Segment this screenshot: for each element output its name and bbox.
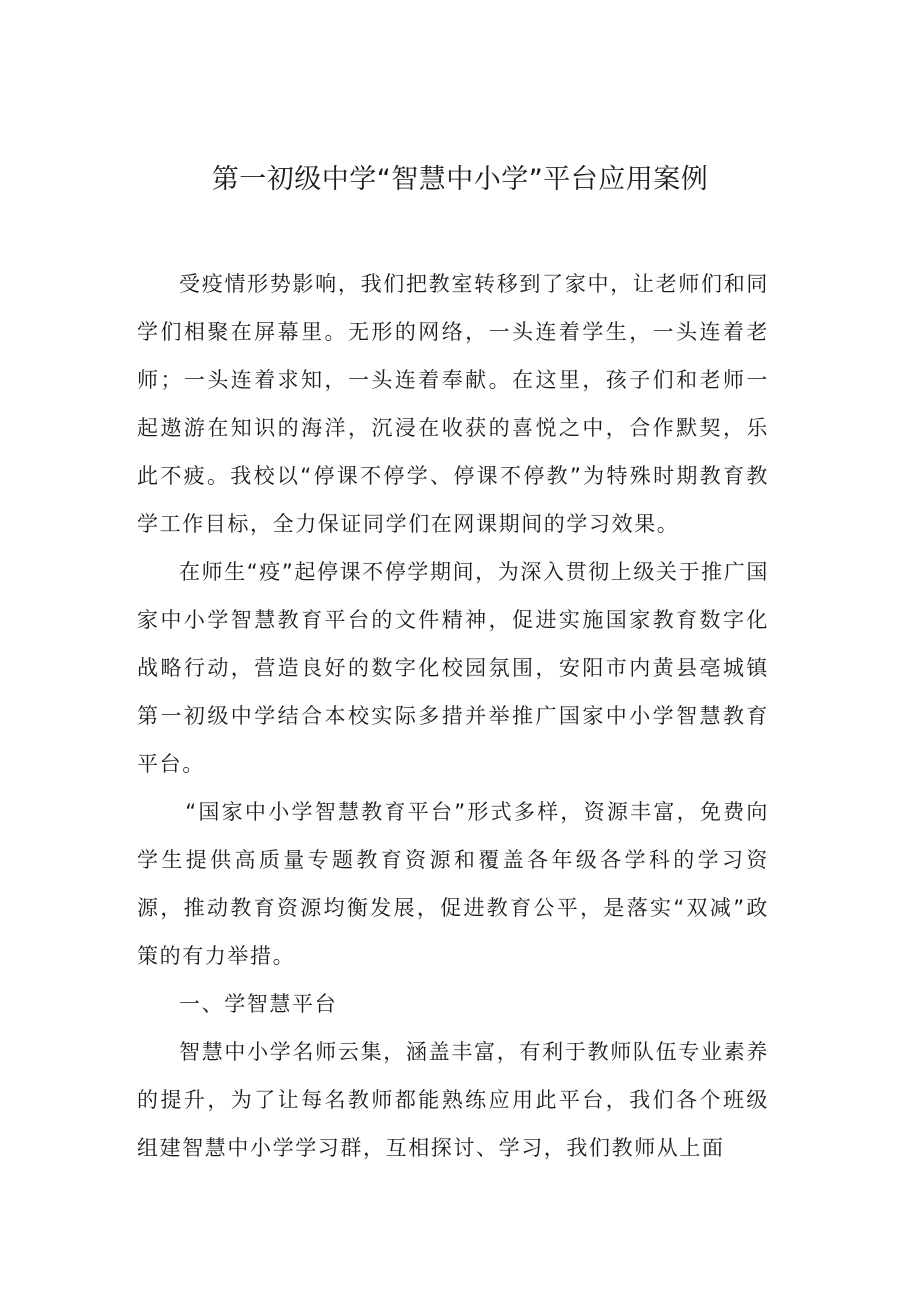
document-body: [137, 260, 769, 1172]
document-title: 第一初级中学“智慧中小学”平台应用案例: [211, 164, 709, 195]
section-heading: 一、学智慧平台: [179, 992, 338, 1016]
paragraph-section-one: 智慧中小学名师云集，涵盖丰富，有利于教师队伍专业素养的提升，为了让每名教师都能熟练应用此平台，我们各个班级组建智慧中小学学习群，互相探讨、学习，我们教师从上面: [137, 1040, 769, 1160]
paragraph-platform-overview: “国家中小学智慧教育平台”形式多样，资源丰富，免费向学生提供高质量专题教育资源和覆盖各年级各学科的学习资源，推动教育资源均衡发展，促进教育公平，是落实“双减”政策的有力举措。: [137, 800, 769, 968]
paragraph-background: 在师生“疫”起停课不停学期间，为深入贯彻上级关于推广国家中小学智慧教育平台的文件精神，促进实施国家教育数字化战略行动，营造良好的数字化校园氛围，安阳市内黄县亳城镇第一初级中学结合本校实际多措并举推广国家中小学智慧教育平台。: [137, 560, 769, 776]
paragraph-intro: 受疫情形势影响，我们把教室转移到了家中，让老师们和同学们相聚在屏幕里。无形的网络，一头连着学生，一头连着老师；一头连着求知，一头连着奉献。在这里，孩子们和老师一起遨游在知识的海洋，沉浸在收获的喜悦之中，合作默契，乐此不疲。我校以“停课不停学、停课不停教”为特殊时期教育教学工作目标，全力保证同学们在网课期间的学习效果。: [137, 272, 769, 536]
